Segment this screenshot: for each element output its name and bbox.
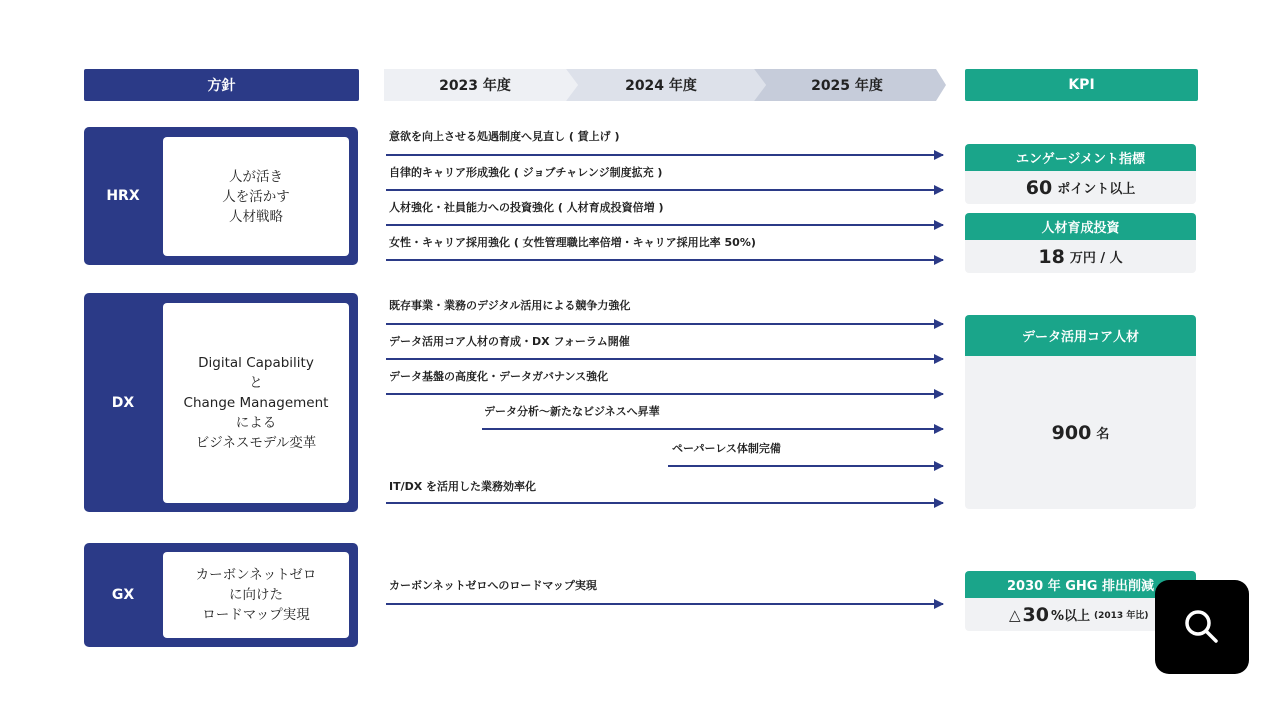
policy-title-line: Change Management <box>183 395 329 411</box>
kpi-header: KPI <box>965 69 1198 101</box>
kpi-number: 18 <box>1038 245 1065 268</box>
initiative-label: ペーパーレス体制完備 <box>672 442 781 455</box>
initiative-label: 既存事業・業務のデジタル活用による競争力強化 <box>389 299 631 312</box>
policy-title-line: による <box>235 415 277 431</box>
kpi-label-data-talent: データ活用コア人材 <box>965 315 1196 356</box>
kpi-value-data-talent <box>965 356 1196 509</box>
initiative-label: 人材強化・社員能力への投資強化 ( 人材育成投資倍増 ) <box>389 201 664 214</box>
kpi-unit: 万円 / 人 <box>1069 251 1123 266</box>
search-button[interactable] <box>1155 580 1249 674</box>
policy-title-line: に向けた <box>228 587 283 603</box>
policy-title-line: Digital Capability <box>198 355 314 371</box>
policy-code-dx: DX <box>111 394 135 411</box>
year-2024-label: 2024 年度 <box>625 78 697 94</box>
kpi-number: 60 <box>1025 176 1053 199</box>
policy-title-line: 人材戦略 <box>229 208 283 225</box>
policy-title-line: と <box>249 375 263 391</box>
initiative-label: 自律的キャリア形成強化 ( ジョブチャレンジ制度拡充 ) <box>389 166 663 179</box>
policy-title-line: 人が活き <box>229 168 283 185</box>
kpi-unit: 名 <box>1096 427 1110 442</box>
policy-title-line: ビジネスモデル変革 <box>195 435 317 451</box>
policy-code-gx: GX <box>111 587 135 603</box>
kpi-value-engagement <box>965 171 1196 204</box>
initiative-label: データ分析〜新たなビジネスへ昇華 <box>484 405 660 418</box>
kpi-number: 30 <box>1022 603 1049 626</box>
year-2023-label: 2023 年度 <box>439 78 511 94</box>
kpi-unit: ポイント以上 <box>1057 182 1136 197</box>
policy-title-line: カーボンネットゼロ <box>195 567 317 583</box>
policy-code-hrx: HRX <box>106 188 140 204</box>
kpi-value-training <box>965 240 1196 273</box>
kpi-label-training: 人材育成投資 <box>965 213 1196 240</box>
kpi-prefix: △ <box>1009 605 1021 624</box>
kpi-unit: %以上 <box>1051 609 1091 624</box>
kpi-label-ghg: 2030 年 GHG 排出削減 <box>965 571 1196 598</box>
initiative-label: 意欲を向上させる処遇制度へ見直し ( 賃上げ ) <box>389 130 620 143</box>
policy-title-line: 人を活かす <box>222 188 290 205</box>
initiative-label: データ基盤の高度化・データガバナンス強化 <box>389 370 609 383</box>
policy-title-line: ロードマップ実現 <box>202 607 310 623</box>
policy-header: 方針 <box>84 69 359 101</box>
initiative-label: 女性・キャリア採用強化 ( 女性管理職比率倍増・キャリア採用比率 50%) <box>389 236 756 249</box>
year-2025-label: 2025 年度 <box>811 78 883 94</box>
search-icon <box>1182 607 1222 647</box>
initiative-label: IT/DX を活用した業務効率化 <box>389 480 537 493</box>
kpi-number: 900 <box>1051 421 1092 444</box>
policy-title-gx <box>163 552 349 638</box>
kpi-label-engagement: エンゲージメント指標 <box>965 144 1196 171</box>
initiative-label: データ活用コア人材の育成・DX フォーラム開催 <box>389 335 630 348</box>
policy-title-dx <box>163 303 349 503</box>
kpi-note: (2013 年比) <box>1094 611 1149 621</box>
initiative-label: カーボンネットゼロへのロードマップ実現 <box>389 579 597 592</box>
policy-title-hrx <box>163 137 349 256</box>
